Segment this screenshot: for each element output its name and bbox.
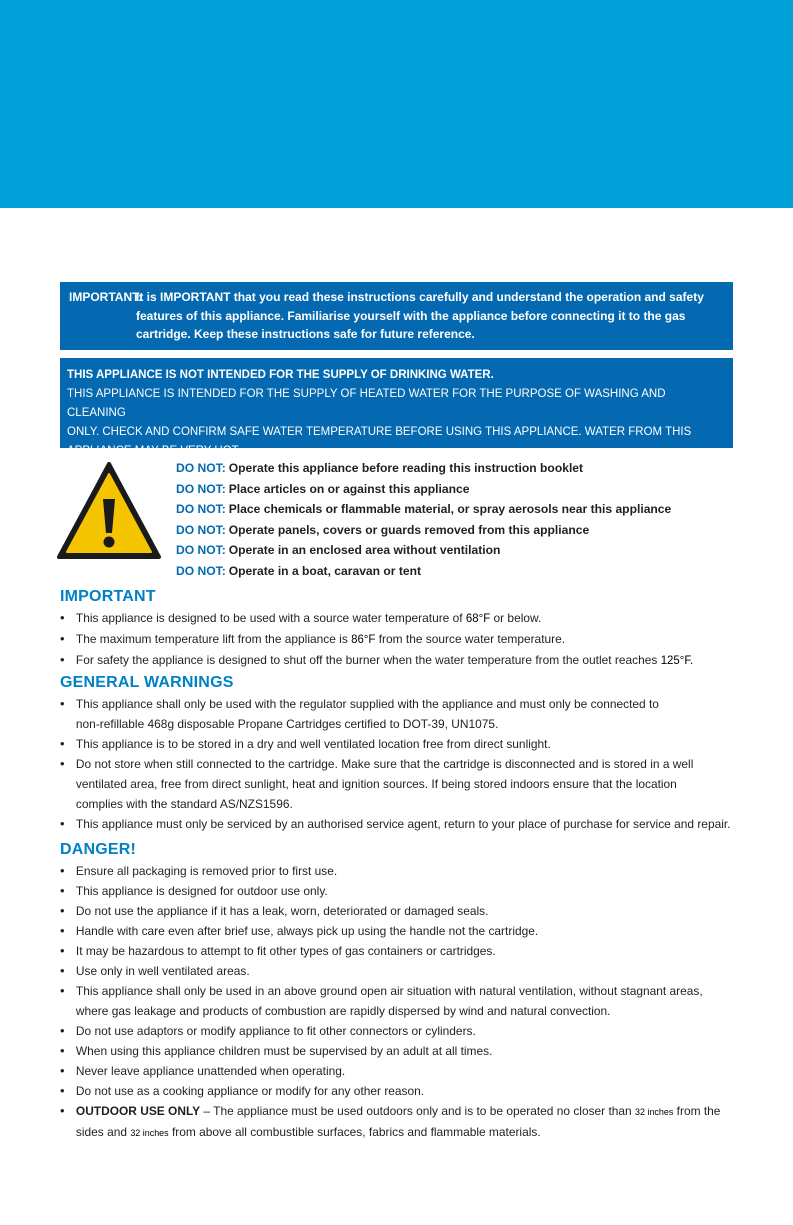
general-warnings-section bbox=[60, 672, 760, 834]
header-banner bbox=[0, 0, 793, 208]
list-item: • Do not use the appliance if it has a leak, worn, deteriorated or damaged seals. bbox=[60, 901, 756, 921]
drinking-water-line-2: ONLY. CHECK AND CONFIRM SAFE WATER TEMPERATURE BEFORE USING THIS APPLIANCE. WATER FROM THIS bbox=[67, 426, 692, 438]
list-item: • Handle with care even after brief use, always pick up using the handle not the cartridge. bbox=[60, 921, 756, 941]
general-warnings-heading: GENERAL WARNINGS bbox=[60, 674, 234, 691]
important-heading: IMPORTANT bbox=[60, 588, 156, 605]
list-item: • When using this appliance children must be supervised by an adult at all times. bbox=[60, 1041, 756, 1061]
important-line-3: cartridge. Keep these instructions safe for future reference. bbox=[136, 327, 475, 341]
do-not-item: DO NOT: Place chemicals or flammable material, or spray aerosols near this appliance bbox=[176, 502, 672, 516]
important-line-2: features of this appliance. Familiarise yourself with the appliance before connecting it to the gas bbox=[136, 308, 686, 323]
list-item: • Do not use adaptors or modify appliance to fit other connectors or cylinders. bbox=[60, 1021, 756, 1041]
list-item: • This appliance is designed for outdoor use only. bbox=[60, 881, 756, 901]
danger-section bbox=[60, 839, 760, 1143]
list-item: • For safety the appliance is designed to shut off the burner when the water temperature from the outlet reaches 125°F. bbox=[60, 650, 756, 671]
important-line-1: It is IMPORTANT that you read these instructions carefully and understand the operation and safety bbox=[136, 290, 704, 304]
important-notice-box bbox=[60, 282, 733, 350]
do-not-item: DO NOT: Operate panels, covers or guards removed from this appliance bbox=[176, 522, 590, 537]
list-item: • Do not use as a cooking appliance or modify for any other reason. bbox=[60, 1081, 756, 1101]
important-label: IMPORTANT: bbox=[69, 290, 143, 304]
drinking-water-title: THIS APPLIANCE IS NOT INTENDED FOR THE SUPPLY OF DRINKING WATER. bbox=[67, 369, 494, 381]
do-not-prefix: DO NOT: bbox=[176, 481, 226, 496]
warning-triangle-icon bbox=[56, 461, 162, 561]
do-not-item: DO NOT: Operate in a boat, caravan or tent bbox=[176, 563, 422, 578]
do-not-prefix: DO NOT: bbox=[176, 522, 226, 537]
list-item: • It may be hazardous to attempt to fit other types of gas containers or cartridges. bbox=[60, 941, 756, 961]
do-not-item: DO NOT: Place articles on or against this appliance bbox=[176, 481, 470, 496]
list-item: • Do not store when still connected to the cartridge. Make sure that the cartridge is disconnected and is stored in a well ventilated area, free from direct sunlight, heat and ignition sources. If being stored indoors ensure that the location complies with the standard AS/NZS1596. bbox=[60, 754, 756, 814]
list-item: • The maximum temperature lift from the appliance is 86°F from the source water temperature. bbox=[60, 629, 756, 650]
drinking-water-notice-box bbox=[60, 358, 733, 457]
list-item: • This appliance shall only be used in an above ground open air situation with natural ventilation, without stagnant areas, where gas leakage and products of combustion are rapidly dispersed by wind and natural convection. bbox=[60, 981, 756, 1021]
list-item: • This appliance shall only be used with the regulator supplied with the appliance and must only be connected to non-refillable 468g disposable Propane Cartridges certified to DOT-39, UN1075. bbox=[60, 694, 756, 734]
list-item: • OUTDOOR USE ONLY – The appliance must be used outdoors only and is to be operated no closer than 32 inches from the sides and 32 inches from above all combustible surfaces, fabrics and flammable materials. bbox=[60, 1101, 756, 1143]
list-item: • This appliance must only be serviced by an authorised service agent, return to your place of purchase for service and repair. bbox=[60, 814, 756, 834]
do-not-item: DO NOT: Operate this appliance before reading this instruction booklet bbox=[176, 461, 584, 475]
do-not-item: DO NOT: Operate in an enclosed area without ventilation bbox=[176, 543, 501, 557]
list-item: • This appliance is designed to be used with a source water temperature of 68°F or below. bbox=[60, 608, 756, 629]
do-not-prefix: DO NOT: bbox=[176, 563, 226, 578]
list-item: • This appliance is to be stored in a dry and well ventilated location free from direct sunlight. bbox=[60, 734, 756, 754]
important-section bbox=[60, 586, 760, 671]
drinking-water-line-1: THIS APPLIANCE IS INTENDED FOR THE SUPPLY OF HEATED WATER FOR THE PURPOSE OF WASHING AND CLEANING bbox=[67, 388, 666, 419]
danger-heading: DANGER! bbox=[60, 841, 137, 858]
do-not-prefix: DO NOT: bbox=[176, 543, 226, 557]
do-not-list bbox=[176, 458, 736, 581]
list-item: • Use only in well ventilated areas. bbox=[60, 961, 756, 981]
list-item: • Ensure all packaging is removed prior to first use. bbox=[60, 861, 756, 881]
do-not-prefix: DO NOT: bbox=[176, 461, 226, 475]
drinking-water-line-3: APPLIANCE MAY BE VERY HOT. bbox=[67, 445, 241, 457]
list-item: • Never leave appliance unattended when operating. bbox=[60, 1061, 756, 1081]
do-not-prefix: DO NOT: bbox=[176, 502, 226, 516]
